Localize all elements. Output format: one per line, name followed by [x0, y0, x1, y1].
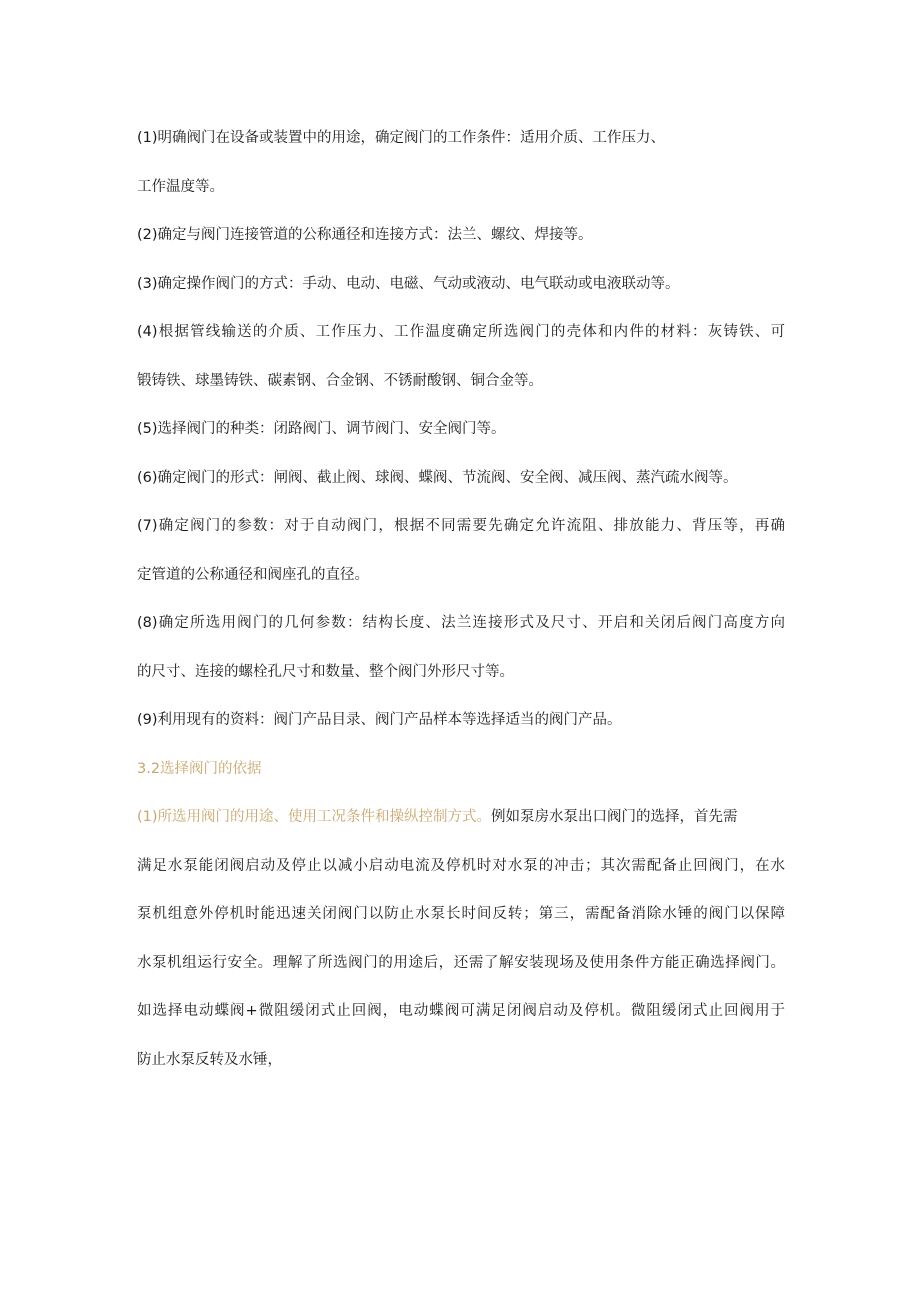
list-item	[137, 126, 785, 199]
list-item	[137, 514, 785, 587]
section-heading: 3.2选择阀门的依据	[137, 760, 262, 777]
text-line: (7)确定阀门的参数：对于自动阀门，根据不同需要先确定允许流阻、排放能力、背压等，再确	[137, 518, 785, 534]
text-line: 的尺寸、连接的螺栓孔尺寸和数量、整个阀门外形尺寸等。	[137, 663, 514, 680]
text-line: (8)确定所选用阀门的几何参数：结构长度、法兰连接形式及尺寸、开启和关闭后阀门高度方向	[137, 615, 785, 631]
text-line: (2)确定与阀门连接管道的公称通径和连接方式：法兰、螺纹、焊接等。	[137, 227, 593, 243]
text-line: 防止水泵反转及水锤，	[137, 1051, 282, 1068]
list-item	[137, 223, 785, 247]
text-span: 例如泵房水泵出口阀门的选择，首先需	[491, 809, 738, 825]
list-item	[137, 708, 785, 732]
highlight-text: (1)所选用阀门的用途、使用工况条件和操纵控制方式。	[137, 809, 492, 825]
text-line: (9)利用现有的资料：阀门产品目录、阀门产品样本等选择适当的阀门产品。	[137, 712, 622, 728]
text-line: 满足水泵能闭阀启动及停止以减小启动电流及停机时对水泵的冲击；其次需配备止回阀门，在水	[137, 857, 785, 874]
text-line: 定管道的公称通径和阀座孔的直径。	[137, 566, 369, 583]
list-item	[137, 417, 785, 441]
text-line	[137, 805, 785, 829]
text-line: 锻铸铁、球墨铸铁、碳素钢、合金钢、不锈耐酸钢、铜合金等。	[137, 372, 543, 389]
document-page	[137, 126, 785, 1072]
text-line: 泵机组意外停机时能迅速关闭阀门以防止水泵长时间反转；第三，需配备消除水锤的阀门以保障	[137, 906, 785, 922]
text-line: (6)确定阀门的形式：闸阀、截止阀、球阀、蝶阀、节流阀、安全阀、减压阀、蒸汽疏水阀等。	[137, 469, 738, 486]
list-item	[137, 272, 785, 296]
text-line: 如选择电动蝶阀+微阻缓闭式止回阀，电动蝶阀可满足闭阀启动及停机。微阻缓闭式止回阀用于	[137, 1003, 785, 1019]
list-item	[137, 320, 785, 393]
list-item	[137, 466, 785, 490]
text-line: 工作温度等。	[137, 178, 224, 195]
text-line: (4)根据管线输送的介质、工作压力、工作温度确定所选阀门的壳体和内件的材料：灰铸铁、可	[137, 324, 785, 340]
text-line: 水泵机组运行安全。理解了所选阀门的用途后，还需了解安装现场及使用条件方能正确选择阀门。	[137, 954, 785, 971]
text-line: (3)确定操作阀门的方式：手动、电动、电磁、气动或液动、电气联动或电液联动等。	[137, 275, 680, 292]
paragraph	[137, 805, 785, 1072]
list-item	[137, 611, 785, 684]
text-line: (1)明确阀门在设备或装置中的用途，确定阀门的工作条件：适用介质、工作压力、	[137, 130, 666, 146]
text-line: (5)选择阀门的种类：闭路阀门、调节阀门、安全阀门等。	[137, 421, 506, 437]
